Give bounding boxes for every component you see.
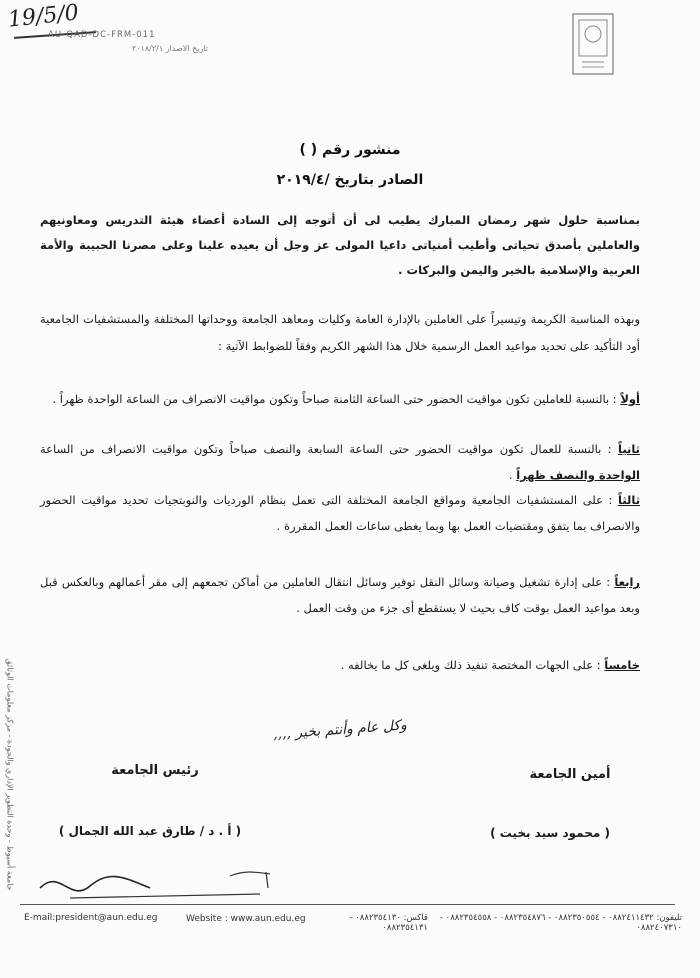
side-stamp: جامعة أسيوط - وحدة التطوير الإداري والجودة - مركز معلومات الوثائق [5, 658, 15, 891]
footer-website: Website : www.aun.edu.eg [186, 914, 306, 924]
secretary-title: أمين الجامعة [529, 767, 611, 782]
signature-scribble-icon [30, 858, 290, 908]
rule-label: ثانياً [618, 442, 640, 456]
footer-fax: فاكس: ٠٨٨٢٣٥٤١٣٠ - ٠٨٨٢٣٥٤١٣١ [349, 913, 428, 933]
rule-label: خامساً [604, 658, 640, 672]
rule-label: رابعاً [614, 575, 641, 589]
rule-text: : بالنسبة للعاملين تكون مواقيت الحضور حتى الساعة الثامنة صباحاً وتكون مواقيت الانصراف من الساعة الواحدة ظهراً . [52, 392, 617, 406]
rule-text-end: . [508, 468, 517, 482]
rule-item [40, 436, 640, 488]
footer-divider [20, 904, 675, 905]
intro-paragraph: بمناسبة حلول شهر رمضان المبارك يطيب لى أن أتوجه إلى السادة أعضاء هيئة التدريس ومعاونيهم والعاملين بأصدق تحياتى وأطيب أمنياتى داعيا المولى عز وجل أن يعيده علينا وعلى مصرنا الحبيبة والأمة العربية والإسلامية بالخير واليمن والبركات . [40, 213, 640, 277]
rule-text: : بالنسبة للعمال تكون مواقيت الحضور حتى الساعة السابعة والنصف صباحاً وتكون مواقيت الانصراف من الساعة [40, 442, 612, 456]
closing-greeting: وكل عام وأنتم بخير ,,,, [272, 717, 408, 743]
rule-label: ثالثاً [618, 493, 641, 507]
form-code: AU-QAD-DC-FRM-011 [48, 30, 156, 40]
footer-email: E-mail:president@aun.edu.eg [24, 913, 158, 923]
president-name: ( أ . د / طارق عبد الله الجمال ) [58, 824, 242, 838]
form-issue-date: تاريخ الاصدار ٢٠١٨/٢/١ [131, 44, 208, 53]
circular-date: الصادر بتاريخ /٢٠١٩/٤ [276, 172, 424, 188]
rule-label: أولاً [620, 392, 640, 406]
rule-text-underlined: الواحدة والنصف ظهراً [516, 468, 640, 482]
rule-item [40, 652, 640, 678]
rule-text: : على إدارة تشغيل وصيانة وسائل النقل توفير وسائل انتقال العاملين من أماكن تجمعهم إلى مقر أعمالهم وبالعكس قبل وبعد مواعيد العمل بوقت كاف بحيث لا يستقطع أى جزء من وقت العمل . [40, 575, 640, 615]
president-title: رئيس الجامعة [111, 763, 199, 778]
rule-item [40, 569, 640, 621]
circular-number: منشور رقم ( ) [299, 142, 401, 158]
rule-item [40, 386, 640, 412]
body-paragraph: وبهذه المناسبة الكريمة وتيسيراً على العاملين بالإدارة العامة وكليات ومعاهد الجامعة ووحداتها المختلفة والمستشفيات الجامعية أود التأكيد على تحديد مواعيد العمل الرسمية خلال هذا الشهر الكريم وفقاً للضوابط الآتية : [40, 312, 640, 353]
secretary-name: ( محمود سيد بخيت ) [490, 826, 610, 840]
rule-text: : على الجهات المختصة تنفيذ ذلك ويلغى كل ما يخالفه . [340, 658, 601, 672]
handwritten-date: 19/5/0 [6, 0, 80, 33]
rule-text: : على المستشفيات الجامعية ومواقع الجامعة المختلفة التى تعمل بنظام الورديات والنوبتجيات تحديد مواقيت الحضور والانصراف بما يتفق ومقتضيات العمل بها وبما يغطى ساعات العمل المقررة . [40, 493, 640, 533]
rule-item [40, 487, 640, 539]
university-logo-icon [570, 12, 616, 84]
footer-phone: تليفون: ٠٨٨٢٤١١٤٣٢ - ٠٨٨٢٣٥٠٥٥٤ - ٠٨٨٢٣٥٤٨٧٦ - ٠٨٨٢٣٥٤٥٥٨ - ٠٨٨٢٤٠٧٣١٠ [439, 913, 682, 933]
